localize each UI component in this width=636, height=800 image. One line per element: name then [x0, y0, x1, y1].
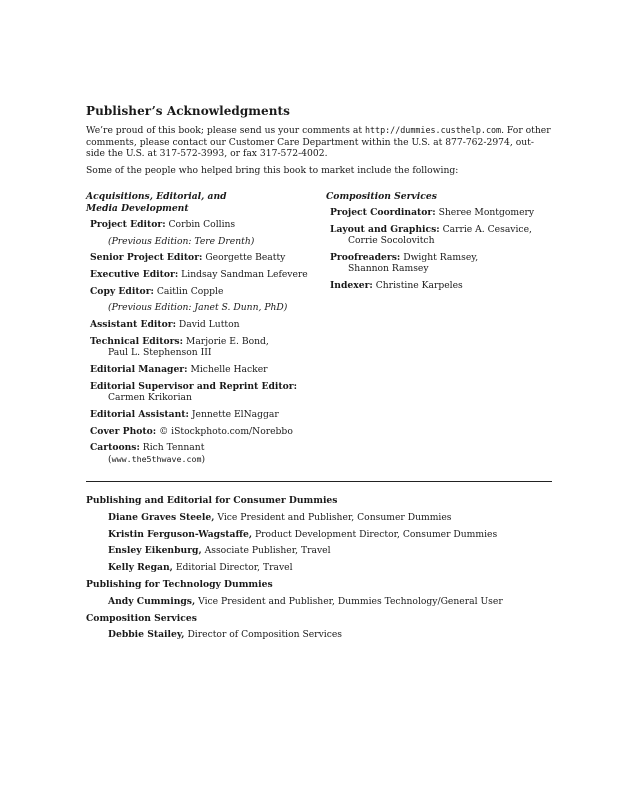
section-divider	[86, 481, 552, 482]
person-name: Diane Graves Steele,	[108, 511, 215, 523]
credit-entry	[330, 224, 552, 247]
credits-right-column	[326, 191, 552, 297]
publishing-credit	[108, 529, 552, 541]
person-role: Vice President and Publisher, Dummies Technology/General User	[198, 595, 503, 607]
publishing-credit	[108, 596, 552, 608]
credit-entry	[90, 381, 311, 404]
intro-p1-before: We’re proud of this book; please send us your comments at	[86, 125, 365, 136]
credit-url-wrap: (www.the5thwave.com)	[108, 453, 206, 465]
credit-label: Project Coordinator:	[330, 207, 436, 218]
credit-value: Jennette ElNaggar	[191, 408, 279, 420]
publishing-credit	[108, 545, 552, 557]
credit-label: Indexer:	[330, 280, 373, 292]
publishing-section-heading: Publishing for Technology Dummies	[86, 578, 273, 590]
person-name: Andy Cummings,	[108, 595, 196, 607]
credit-value: David Lutton	[178, 319, 240, 331]
credit-label: Copy Editor:	[90, 285, 154, 297]
credit-label: Assistant Editor:	[90, 319, 176, 331]
person-role: Vice President and Publisher, Consumer Dummies	[217, 511, 452, 523]
left-heading-line-1: Acquisitions, Editorial, and	[86, 191, 227, 202]
right-entries	[326, 207, 552, 292]
intro-text	[86, 125, 552, 181]
intro-p1-after: . For other comments, please contact our Customer Care Department within the U.S. at 877-762-2974, out-side the U.S. at 317-572-3993, or fax 317-572-4002.	[86, 125, 551, 160]
intro-paragraph-2: Some of the people who helped bring this book to market include the following:	[86, 164, 459, 176]
credit-entry	[330, 280, 552, 292]
person-role: Director of Composition Services	[187, 629, 342, 641]
credit-label: Proofreaders:	[330, 251, 401, 263]
credit-value-cont: Shannon Ramsey	[348, 263, 429, 275]
credit-label: Senior Project Editor:	[90, 252, 203, 264]
credit-label: Editorial Assistant:	[90, 408, 189, 420]
credit-label: Layout and Graphics:	[330, 223, 440, 235]
credit-entry	[90, 336, 311, 359]
credit-label: Cover Photo:	[90, 425, 157, 437]
credits-left-column	[86, 191, 311, 470]
publishing-section-heading: Composition Services	[86, 612, 197, 624]
person-name: Kristin Ferguson-Wagstaffe,	[108, 528, 253, 540]
credit-value: Georgette Beatty	[205, 252, 286, 264]
credit-note: (Previous Edition: Janet S. Dunn, PhD)	[108, 302, 288, 314]
credit-value: Rich Tennant	[142, 442, 205, 454]
credit-entry	[90, 442, 311, 465]
credit-entry	[330, 252, 552, 275]
credit-label: Editorial Supervisor and Reprint Editor:	[90, 380, 297, 392]
publishing-section-heading: Publishing and Editorial for Consumer Dummies	[86, 495, 338, 506]
credit-value-cont: Paul L. Stephenson III	[108, 347, 212, 359]
person-name: Kelly Regan,	[108, 562, 173, 574]
credit-value: Sheree Montgomery	[438, 207, 535, 218]
left-section-heading	[86, 191, 311, 215]
person-name: Ensley Eikenburg,	[108, 545, 202, 557]
credit-value-cont: Corrie Socolovitch	[348, 235, 435, 247]
credit-entry	[90, 286, 311, 298]
credit-entry	[330, 207, 552, 219]
credit-label: Executive Editor:	[90, 269, 179, 281]
credit-value: Carrie A. Cesavice,	[442, 223, 532, 235]
cartoon-site-link[interactable]: www.the5thwave.com	[111, 453, 202, 464]
credit-value: Michelle Hacker	[190, 364, 268, 375]
credit-value: Dwight Ramsey,	[403, 251, 479, 263]
credit-value: © iStockphoto.com/Norebbo	[159, 425, 293, 437]
left-entries	[86, 219, 311, 465]
person-role: Product Development Director, Consumer Dummies	[254, 528, 498, 540]
person-name: Debbie Stailey,	[108, 629, 185, 641]
credit-entry	[90, 319, 311, 331]
credit-label: Editorial Manager:	[90, 364, 188, 375]
credit-value: Corbin Collins	[168, 219, 236, 230]
credit-value: Christine Karpeles	[375, 280, 463, 292]
intro-paragraph-1	[86, 125, 552, 160]
page-title: Publisher’s Acknowledgments	[86, 104, 290, 118]
credit-entry	[90, 426, 311, 438]
person-role: Associate Publisher, Travel	[204, 545, 331, 557]
credit-entry	[90, 219, 311, 231]
credit-entry	[90, 409, 311, 421]
credit-label: Technical Editors:	[90, 335, 183, 347]
credit-entry	[90, 364, 311, 376]
publishing-credit	[108, 512, 552, 524]
feedback-url-link[interactable]: http://dummies.custhelp.com	[364, 125, 502, 135]
credit-value: Caitlin Copple	[156, 285, 224, 297]
credit-label: Project Editor:	[90, 219, 166, 230]
credit-value-cont: Carmen Krikorian	[108, 392, 192, 404]
publishing-credit	[108, 562, 552, 574]
left-heading-line-2: Media Development	[86, 203, 189, 214]
publishing-credit	[108, 629, 552, 641]
credit-entry	[90, 252, 311, 264]
credit-label: Cartoons:	[90, 442, 140, 454]
credit-note: (Previous Edition: Tere Drenth)	[108, 235, 255, 247]
right-section-heading: Composition Services	[326, 191, 437, 202]
publishing-credits	[86, 495, 552, 646]
credit-value: Marjorie E. Bond,	[185, 335, 269, 347]
credit-value: Lindsay Sandman Lefevere	[181, 269, 308, 281]
person-role: Editorial Director, Travel	[175, 562, 293, 574]
credit-entry	[90, 269, 311, 281]
